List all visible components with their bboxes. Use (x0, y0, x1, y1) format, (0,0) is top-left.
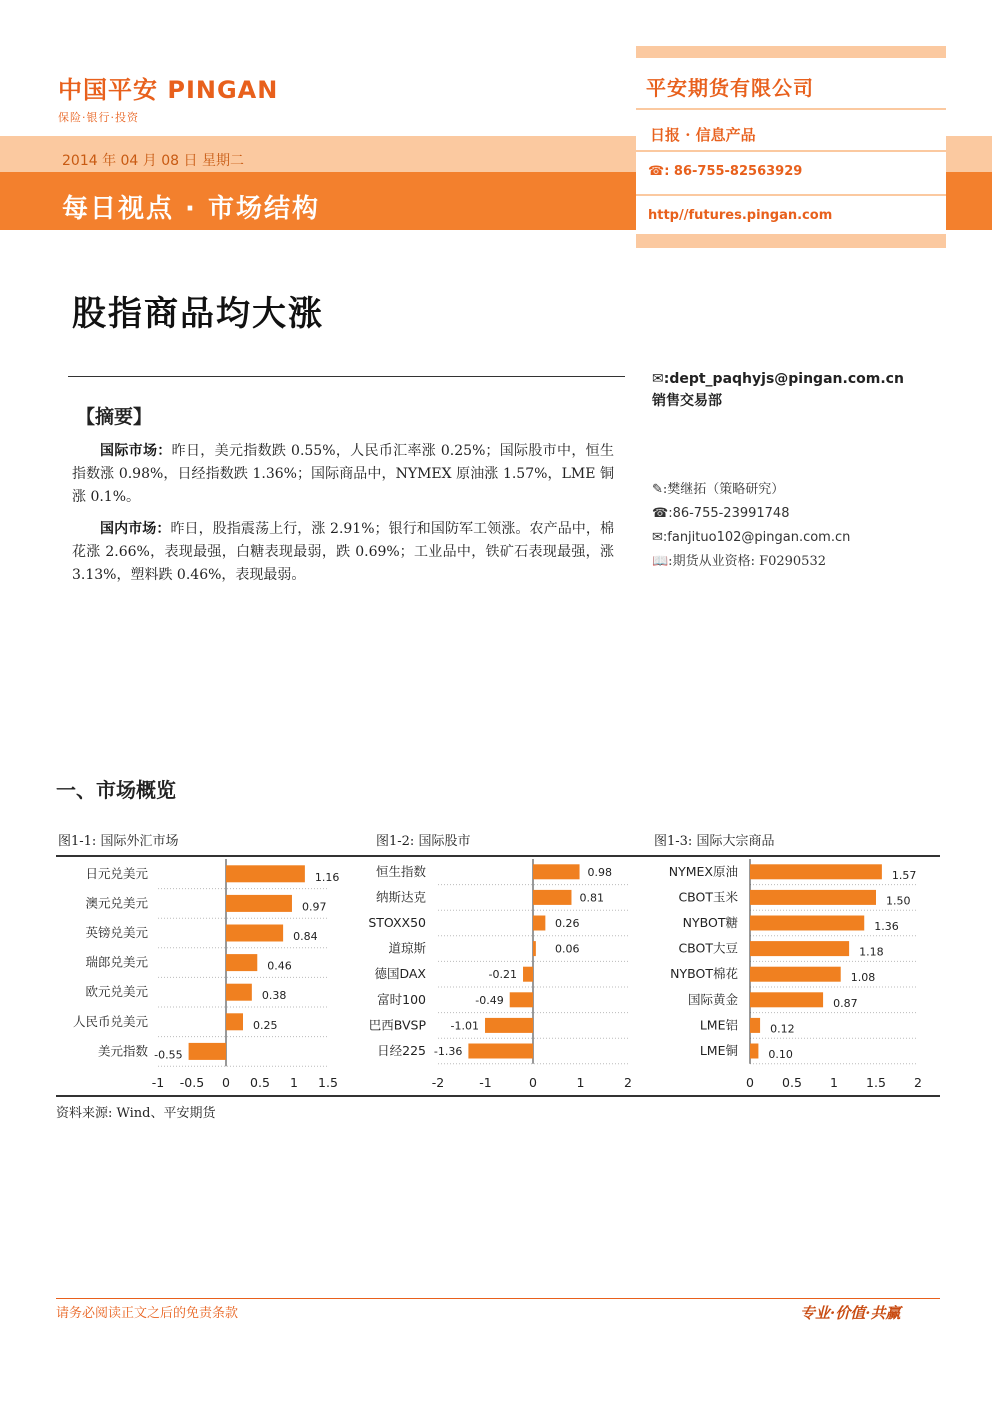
data-label: 0.81 (579, 891, 604, 905)
bar (523, 967, 533, 982)
tick-label: -1 (151, 1075, 165, 1090)
data-label: 0.38 (261, 989, 287, 1003)
data-label: 0.12 (770, 1022, 795, 1036)
logo-text: 中国平安 PINGAN (58, 76, 279, 104)
tick-label: 0 (529, 1075, 537, 1090)
category-label: LME铜 (699, 1043, 738, 1058)
footer-rule (56, 1298, 940, 1299)
contact-block (652, 368, 904, 412)
bar (226, 865, 305, 882)
tick-label: 0 (746, 1075, 754, 1090)
data-label: -1.01 (450, 1019, 480, 1033)
category-label: STOXX50 (368, 915, 426, 930)
company-url[interactable]: http//futures.pingan.com (648, 208, 833, 223)
bar (226, 984, 252, 1001)
category-label: 纳斯达克 (375, 889, 426, 905)
tick-label: 0.5 (250, 1075, 270, 1090)
data-label: 0.46 (267, 959, 292, 973)
abstract-international-label: 国际市场： (100, 443, 172, 459)
bar (226, 954, 257, 971)
data-label: 0.06 (555, 942, 580, 956)
category-label: 恒生指数 (375, 863, 426, 879)
figures-bottom-rule (56, 1095, 940, 1097)
figure-1-title: 图1-1: 国际外汇市场 (58, 834, 179, 849)
figure-3-title: 图1-3: 国际大宗商品 (654, 834, 775, 849)
bar (189, 1043, 226, 1060)
bar (533, 890, 571, 905)
abstract-domestic-text: 昨日，股指震荡上行，涨 2.91%；银行和国防军工领涨。农产品中，棉花涨 2.66%，表现最强，白糖表现最弱，跌 0.69%；工业品中，铁矿石表现最强，涨 3.13%，塑料跌 0.46%，表现最弱。 (72, 521, 614, 583)
bar (226, 1013, 243, 1030)
category-label: 国际黄金 (687, 991, 738, 1007)
data-label: 1.18 (859, 945, 884, 959)
figure-2-title: 图1-2: 国际股市 (376, 834, 471, 849)
bar (226, 925, 283, 942)
bar (750, 864, 882, 879)
footer-disclaimer[interactable]: 请务必阅读正文之后的免责条款 (56, 1306, 239, 1321)
data-label: 1.57 (891, 868, 917, 882)
category-label: NYBOT糖 (682, 915, 738, 930)
report-tag: 日报 · 信息产品 (650, 126, 756, 144)
data-label: -0.49 (475, 993, 504, 1007)
bar (510, 992, 533, 1007)
bar (750, 916, 864, 931)
data-label: 0.87 (833, 996, 858, 1010)
equity-chart (356, 857, 646, 1095)
company-box (636, 46, 946, 250)
data-label: -0.21 (488, 968, 518, 982)
tick-label: 1 (290, 1075, 298, 1090)
data-label: 0.25 (253, 1018, 278, 1032)
data-label: -0.55 (154, 1048, 183, 1062)
bar (533, 916, 545, 931)
tick-label: 1 (576, 1075, 585, 1090)
bar (485, 1018, 533, 1033)
tick-label: 2 (914, 1075, 922, 1090)
data-label: 1.50 (886, 894, 911, 908)
report-date: 2014 年 04 月 08 日 星期二 (62, 153, 244, 169)
category-label: 德国DAX (374, 966, 426, 982)
category-label: 澳元兑美元 (85, 895, 148, 911)
company-name: 平安期货有限公司 (646, 76, 814, 100)
data-label: -1.36 (433, 1045, 463, 1058)
category-label: 英镑兑美元 (85, 925, 148, 940)
category-label: 瑞郎兑美元 (85, 954, 148, 970)
bar (750, 1044, 758, 1059)
bar (468, 1044, 533, 1059)
category-label: 道琼斯 (388, 940, 426, 956)
contact-dept: 销售交易部 (652, 393, 722, 409)
tick-label: 1.5 (866, 1075, 886, 1090)
page-title: 股指商品均大涨 (72, 294, 324, 334)
abstract-international (72, 440, 614, 509)
abstract-domestic (72, 518, 614, 587)
category-label: CBOT大豆 (678, 940, 738, 956)
bar (750, 941, 849, 956)
bar (750, 992, 823, 1007)
category-label: CBOT玉米 (678, 889, 738, 905)
data-label: 0.84 (293, 930, 318, 943)
commodity-chart (646, 857, 940, 1095)
abstract-heading: 【摘要】 (76, 406, 153, 428)
report-column: 每日视点 · 市场结构 (62, 194, 320, 224)
category-label: 人民币兑美元 (72, 1013, 148, 1029)
bar (750, 1018, 760, 1033)
tick-label: 1 (830, 1075, 838, 1090)
author-phone: ☎:86-755-23991748 (652, 506, 790, 521)
data-label: 0.97 (301, 900, 327, 914)
data-label: 0.26 (555, 917, 580, 930)
tick-label: 0 (222, 1075, 230, 1090)
abstract-domestic-label: 国内市场： (100, 521, 171, 537)
bar (226, 895, 292, 912)
bar (533, 864, 580, 879)
abstract-international-text: 昨日，美元指数跌 0.55%，人民币汇率涨 0.25%；国际股市中，恒生指数涨 0.98%，日经指数跌 1.36%；国际商品中，NYMEX 原油涨 1.57%，LME 铜涨 0.1%。 (72, 443, 614, 505)
title-divider (68, 376, 625, 377)
data-label: 1.36 (874, 920, 899, 933)
tick-label: 0.5 (782, 1075, 802, 1090)
section-heading: 一、市场概览 (56, 778, 176, 802)
category-label: 日元兑美元 (85, 865, 148, 881)
fx-chart (56, 857, 356, 1095)
company-box-bottom (636, 234, 946, 248)
company-phone: ☎: 86-755-82563929 (648, 164, 803, 179)
tick-label: -1 (479, 1075, 492, 1090)
tick-label: -2 (431, 1075, 445, 1090)
data-label: 1.16 (314, 870, 340, 884)
author-license: 📖:期货从业资格: F0290532 (652, 554, 826, 569)
company-logo (58, 70, 278, 125)
data-label: 1.08 (850, 971, 876, 985)
data-label: 0.98 (587, 865, 613, 879)
data-label: 0.10 (768, 1048, 793, 1061)
contact-email[interactable]: ✉:dept_paqhyjs@pingan.com.cn (652, 371, 904, 387)
category-label: 巴西BVSP (368, 1017, 426, 1033)
category-label: LME铝 (699, 1017, 738, 1033)
bar (533, 941, 536, 956)
header-band-right (946, 136, 992, 230)
logo-tagline: 保险·银行·投资 (58, 111, 139, 124)
category-label: NYBOT棉花 (670, 966, 738, 982)
category-label: 富时100 (377, 991, 426, 1007)
figures-source: 资料来源: Wind、平安期货 (56, 1106, 216, 1121)
tick-label: -0.5 (179, 1075, 205, 1090)
tick-label: 1.5 (318, 1075, 338, 1090)
category-label: 美元指数 (97, 1043, 148, 1059)
author-email[interactable]: ✉:fanjituo102@pingan.com.cn (652, 530, 851, 545)
bar (750, 890, 876, 905)
author-block (652, 478, 850, 574)
category-label: 欧元兑美元 (85, 984, 148, 1000)
author-name: ✎:樊继拓（策略研究） (652, 482, 785, 497)
category-label: NYMEX原油 (668, 863, 738, 879)
tick-label: 2 (624, 1075, 632, 1090)
category-label: 日经225 (377, 1043, 426, 1058)
bar (750, 967, 841, 982)
footer-slogan: 专业·价值·共赢 (800, 1304, 901, 1322)
